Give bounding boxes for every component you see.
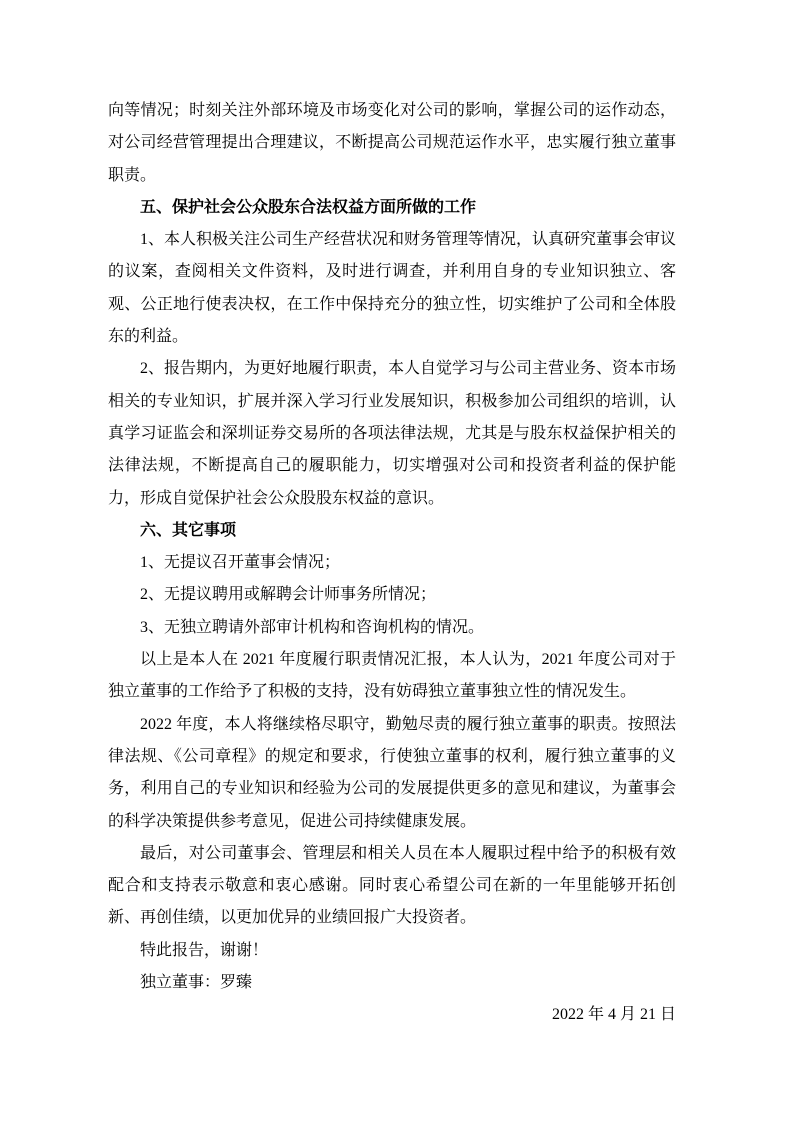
outlook-paragraph: 2022 年度，本人将继续格尽职守，勤勉尽责的履行独立董事的职责。按照法律法规、《公司章程》的规定和要求，行使独立董事的权利，履行独立董事的义务，利用自己的专业知识和经验为公司的发展提供更多的意见和建议，为董事会的科学决策提供参考意见，促进公司持续健康发展。 xyxy=(108,715,676,830)
section5-heading: 五、保护社会公众股东合法权益方面所做的工作 xyxy=(140,198,477,216)
section6-item-3: 3、无独立聘请外部审计机构和咨询机构的情况。 xyxy=(140,618,485,636)
date-line: 2022 年 4 月 21 日 xyxy=(551,1006,676,1024)
section6-item-2: 2、无提议聘用或解聘会计师事务所情况； xyxy=(140,586,437,604)
section6-item-1: 1、无提议召开董事会情况； xyxy=(140,554,341,572)
section5-paragraph-2: 2、报告期内，为更好地履行职责，本人自觉学习与公司主营业务、资本市场相关的专业知识，扩展并深入学习行业发展知识，积极参加公司组织的培训，认真学习证监会和深圳证券交易所的各项法律法规，尤其是与股东权益保护相关的法律法规，不断提高自己的履职能力，切实增强对公司和投资者利益的保护能力，形成自觉保护社会公众股股东权益的意识。 xyxy=(108,360,677,507)
document-content xyxy=(108,95,676,1032)
signature-line: 独立董事：罗臻 xyxy=(140,974,253,992)
continuation-paragraph: 向等情况；时刻关注外部环境及市场变化对公司的影响，掌握公司的运作动态，对公司经营管理提出合理建议，不断提高公司规范运作水平，忠实履行独立董事职责。 xyxy=(108,102,676,184)
summary-paragraph: 以上是本人在 2021 年度履行职责情况汇报，本人认为，2021 年度公司对于独立董事的工作给予了积极的支持，没有妨碍独立董事独立性的情况发生。 xyxy=(108,651,676,701)
report-line: 特此报告，谢谢！ xyxy=(140,941,269,959)
section5-paragraph-1: 1、本人积极关注公司生产经营状况和财务管理等情况，认真研究董事会审议的议案，查阅相关文件资料，及时进行调查，并利用自身的专业知识独立、客观、公正地行使表决权，在工作中保持充分的独立性，切实维护了公司和全体股东的利益。 xyxy=(108,231,677,346)
section6-heading: 六、其它事项 xyxy=(140,521,237,539)
thanks-paragraph: 最后，对公司董事会、管理层和相关人员在本人履职过程中给予的积极有效配合和支持表示敬意和衷心感谢。同时衷心希望公司在新的一年里能够开拓创新、再创佳绩，以更加优异的业绩回报广大投资者。 xyxy=(108,844,676,927)
